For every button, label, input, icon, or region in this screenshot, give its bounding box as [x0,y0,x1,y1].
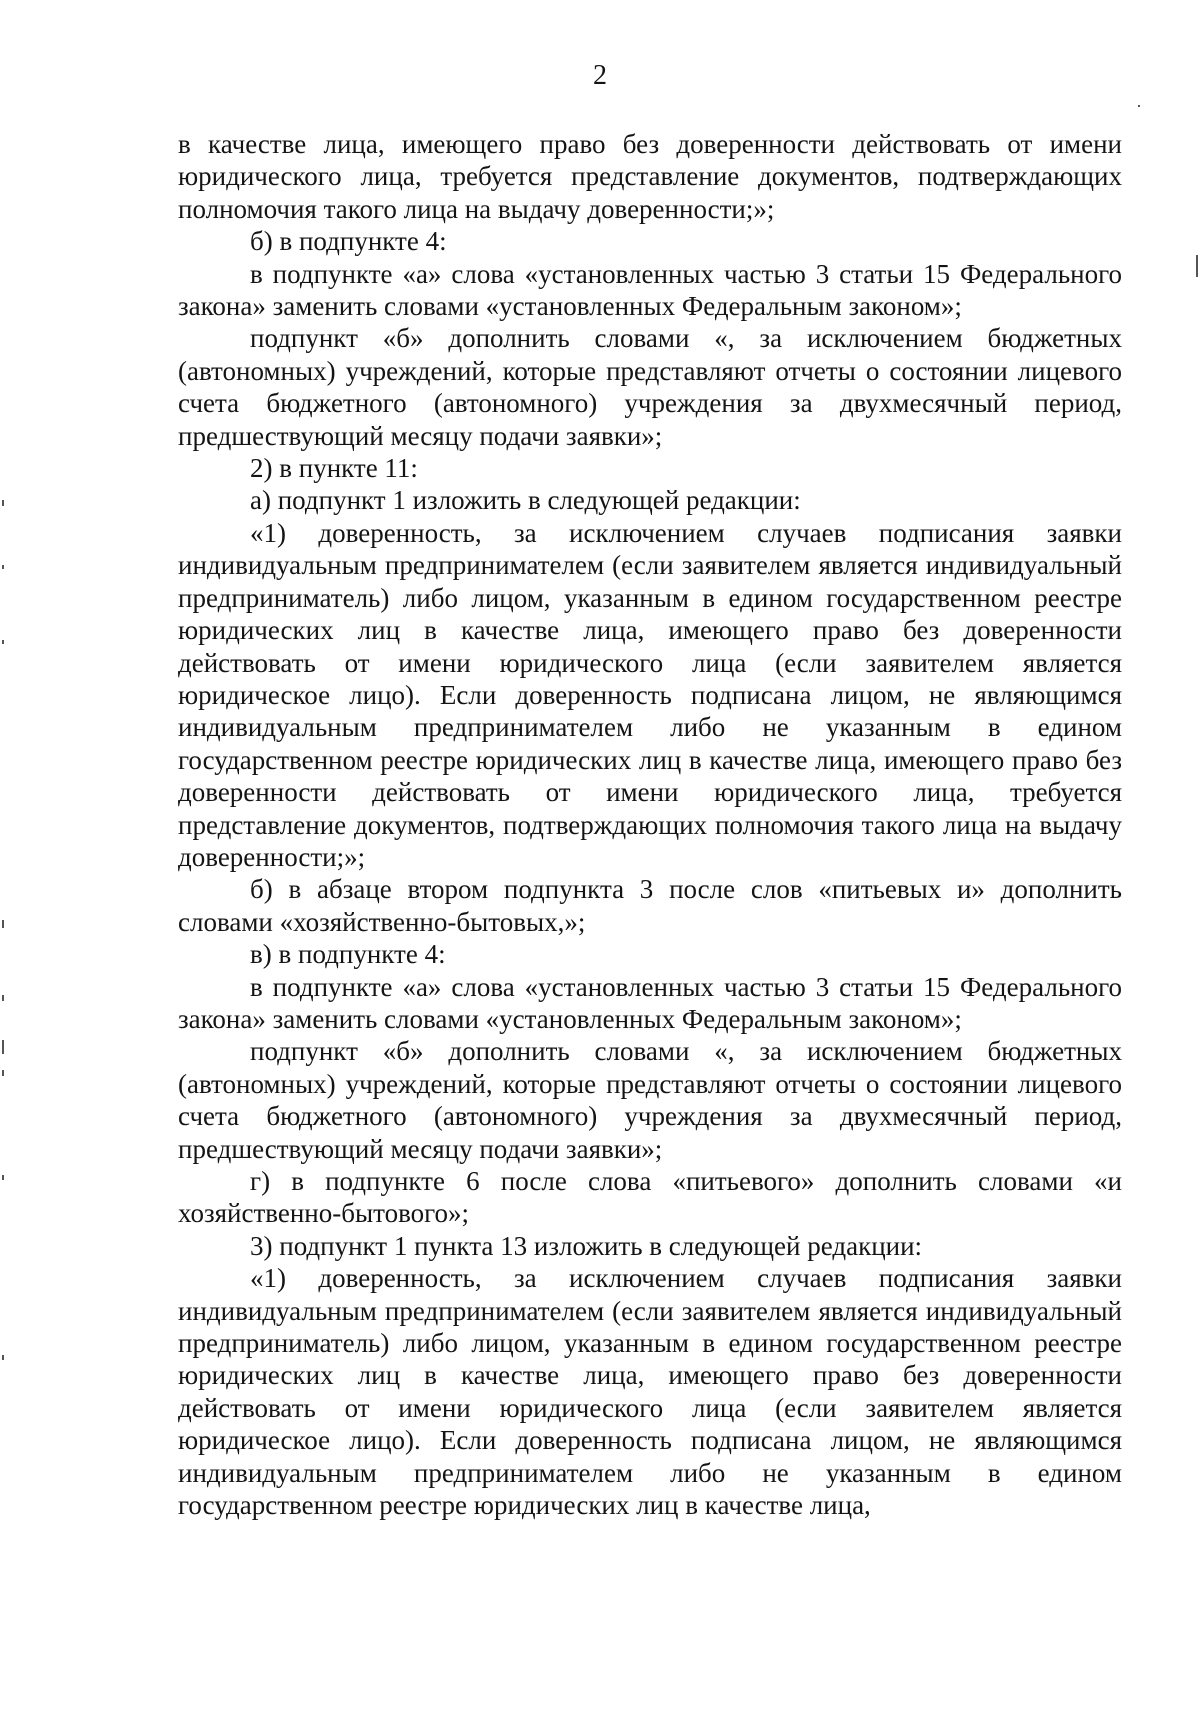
scan-artifact [2,1040,4,1054]
scan-artifact [1196,255,1198,277]
scan-artifact [2,995,4,1001]
page-number: 2 [593,60,607,91]
paragraph-subitem-a-change: в подпункте «а» слова «установленных частью 3 статьи 15 Федерального закона» заменить словами «установленных Федеральным законом»; [178,258,1122,322]
paragraph-subitem-b: б) в подпункте 4: [250,226,447,257]
paragraph-item-2: 2) в пункте 11: [250,453,418,484]
scan-artifact [2,640,4,644]
scan-artifact [2,1355,4,1360]
scan-artifact [2,1070,4,1076]
scan-artifact [2,1175,4,1180]
paragraph-item-2g: г) в подпункте 6 после слова «питьевого» дополнить словами «и хозяйственно-бытового»; [178,1166,1122,1229]
paragraph-item-2v: в) в подпункте 4: [250,939,446,970]
paragraph-item-2b: б) в абзаце втором подпункта 3 после слов «питьевых и» дополнить словами «хозяйственно-бытовых,»; [178,874,1122,937]
document-body [178,128,1122,1521]
paragraph-item-2a: а) подпункт 1 изложить в следующей редакции: [250,485,801,516]
scan-artifact [1138,105,1140,107]
scan-artifact [2,500,4,506]
scan-artifact [2,565,4,569]
paragraph-subitem-b-change-2: подпункт «б» дополнить словами «, за исключением бюджетных (автономных) учреждений, которые представляют отчеты о состоянии лицевого счета бюджетного (автономного) учреждения за двухмесячный период, предшествующий месяцу подачи заявки»; [178,1036,1122,1164]
paragraph-quoted-text: «1) доверенность, за исключением случаев подписания заявки индивидуальным предпринимателем (если заявителем является индивидуальный предприниматель) либо лицом, указанным в едином государственном реестре юридических лиц в качестве лица, имеющего право без доверенности действовать от имени юридического лица (если заявителем является юридическое лицо). Если доверенность подписана лицом, не являющимся индивидуальным предпринимателем либо не указанным в едином государственном реестре юридических лиц в качестве лица, имеющего право без доверенности действовать от имени юридического лица, требуется представление документов, подтверждающих полномочия такого лица на выдачу доверенности;»; [178,517,1122,872]
paragraph-item-3: 3) подпункт 1 пункта 13 изложить в следующей редакции: [250,1230,923,1261]
paragraph-continuation: в качестве лица, имеющего право без доверенности действовать от имени юридического лица, требуется представление документов, подтверждающих полномочия такого лица на выдачу доверенности;»; [178,129,1122,224]
paragraph-quoted-text-2: «1) доверенность, за исключением случаев подписания заявки индивидуальным предпринимателем (если заявителем является индивидуальный предприниматель) либо лицом, указанным в едином государственном реестре юридических лиц в качестве лица, имеющего право без доверенности действовать от имени юридического лица (если заявителем является юридическое лицо). Если доверенность подписана лицом, не являющимся индивидуальным предпринимателем либо не указанным в едином государственном реестре юридических лиц в качестве лица, [178,1263,1122,1521]
scan-artifact [2,920,4,928]
paragraph-subitem-b-change: подпункт «б» дополнить словами «, за исключением бюджетных (автономных) учреждений, которые представляют отчеты о состоянии лицевого счета бюджетного (автономного) учреждения за двухмесячный период, предшествующий месяцу подачи заявки»; [178,323,1122,451]
paragraph-subitem-a-change-2: в подпункте «а» слова «установленных частью 3 статьи 15 Федерального закона» заменить словами «установленных Федеральным законом»; [178,971,1122,1034]
